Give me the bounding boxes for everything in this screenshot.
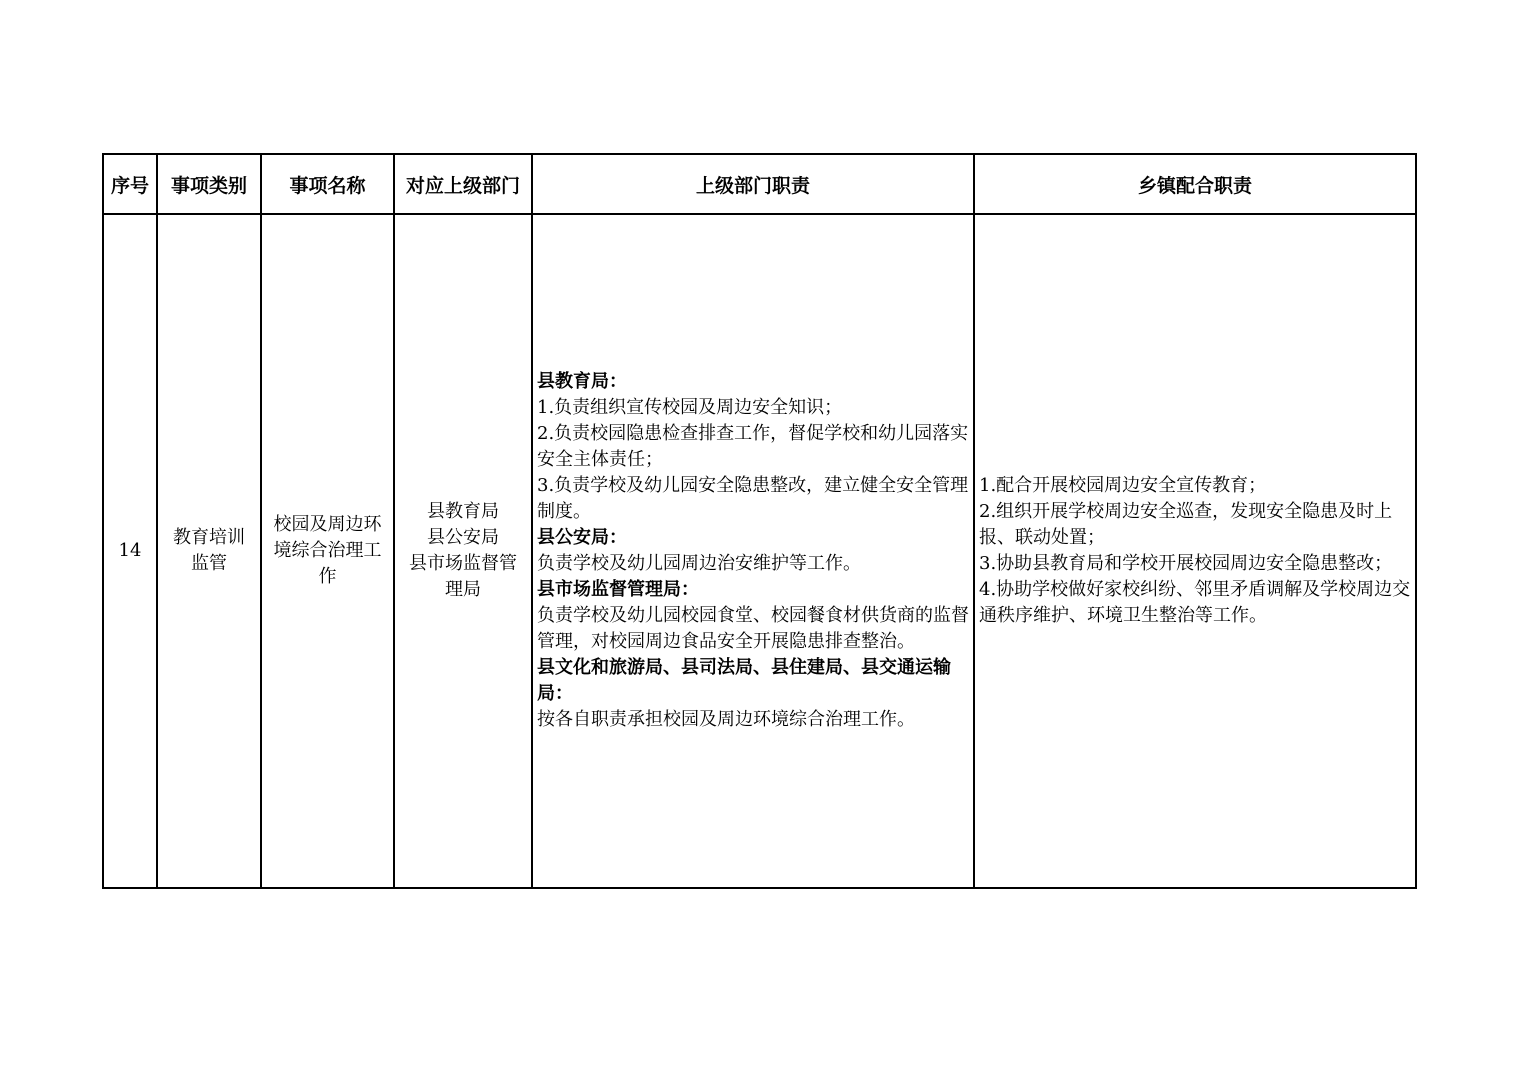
responsibility-table xyxy=(102,153,1417,889)
duty-heading: 县文化和旅游局、县司法局、县住建局、县交通运输局： xyxy=(537,657,951,704)
town-duty-item: 4.协助学校做好家校纠纷、邻里矛盾调解及学校周边交通秩序维护、环境卫生整治等工作。 xyxy=(979,579,1411,626)
cell-name xyxy=(261,214,394,888)
table-header-row xyxy=(103,154,1416,214)
town-duty-item: 3.协助县教育局和学校开展校园周边安全隐患整改； xyxy=(979,553,1393,574)
name-line: 作 xyxy=(318,566,337,587)
cell-dept-duty xyxy=(532,214,974,888)
duty-item: 3.负责学校及幼儿园安全隐患整改，建立健全安全管理制度。 xyxy=(537,475,969,522)
category-line: 监管 xyxy=(191,553,227,574)
header-dept-duty: 上级部门职责 xyxy=(532,154,974,214)
dept-line: 理局 xyxy=(445,579,481,600)
name-line: 境综合治理工 xyxy=(273,540,382,561)
table-row xyxy=(103,214,1416,888)
cell-seq: 14 xyxy=(103,214,157,888)
duty-item: 按各自职责承担校园及周边环境综合治理工作。 xyxy=(537,709,915,730)
duty-heading: 县市场监督管理局： xyxy=(537,579,699,600)
dept-line: 县市场监督管 xyxy=(409,553,517,574)
duty-heading: 县公安局： xyxy=(537,527,627,548)
town-duty-item: 1.配合开展校园周边安全宣传教育； xyxy=(979,475,1267,496)
header-town-duty: 乡镇配合职责 xyxy=(974,154,1416,214)
name-line: 校园及周边环 xyxy=(273,514,382,535)
dept-line: 县教育局 xyxy=(427,501,499,522)
header-seq: 序号 xyxy=(103,154,157,214)
duty-item: 2.负责校园隐患检查排查工作，督促学校和幼儿园落实安全主体责任； xyxy=(537,423,969,470)
category-line: 教育培训 xyxy=(173,527,245,548)
header-dept: 对应上级部门 xyxy=(394,154,532,214)
dept-line: 县公安局 xyxy=(427,527,499,548)
duty-item: 1.负责组织宣传校园及周边安全知识； xyxy=(537,397,843,418)
cell-dept xyxy=(394,214,532,888)
cell-category xyxy=(157,214,261,888)
duty-item: 负责学校及幼儿园周边治安维护等工作。 xyxy=(537,553,861,574)
header-name: 事项名称 xyxy=(261,154,394,214)
duty-item: 负责学校及幼儿园校园食堂、校园餐食材供货商的监督管理，对校园周边食品安全开展隐患排查整治。 xyxy=(537,605,969,652)
duty-heading: 县教育局： xyxy=(537,371,627,392)
town-duty-item: 2.组织开展学校周边安全巡查，发现安全隐患及时上报、联动处置； xyxy=(979,501,1393,548)
header-category: 事项类别 xyxy=(157,154,261,214)
cell-town-duty xyxy=(974,214,1416,888)
